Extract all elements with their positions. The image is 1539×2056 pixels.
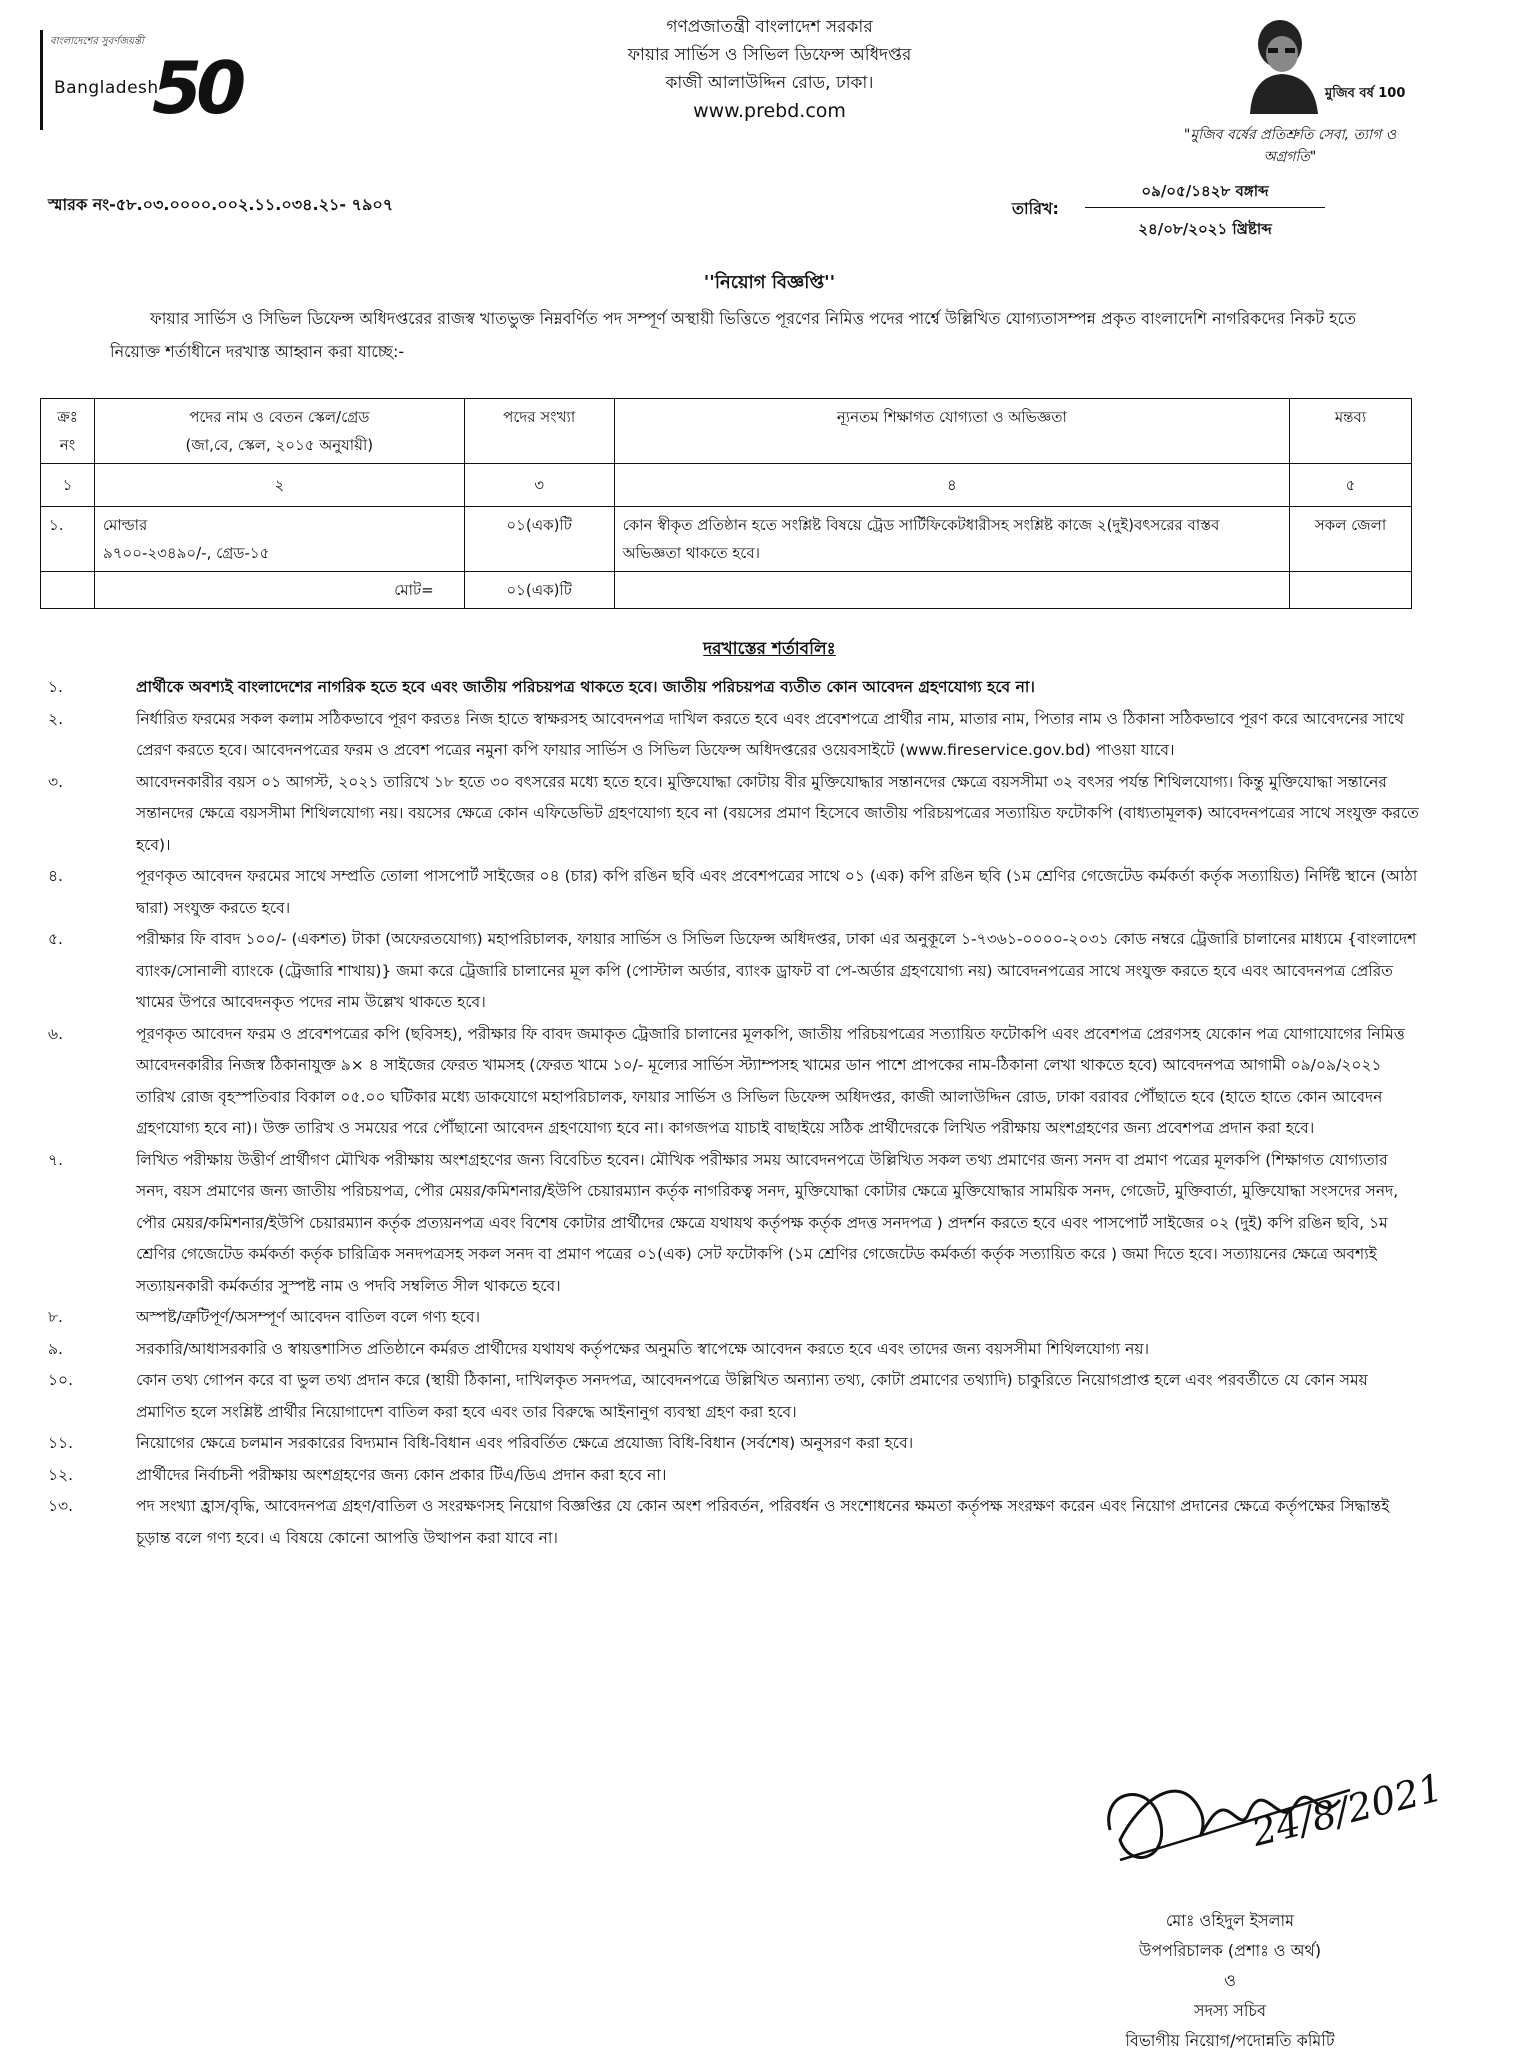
condition-text: পরীক্ষার ফি বাবদ ১০০/- (একশত) টাকা (অফেরতযোগ্য) মহাপরিচালক, ফায়ার সার্ভিস ও সিভিল ডিফেন্স অধিদপ্তর, ঢাকা এর অনুকূলে ১-৭৩৬১-০০০০-২০৩১ কোড নম্বরে ট্রেজারি চালানের মাধ্যমে {বাংলাদেশ ব্যাংক/সোনালী ব্যাংকে (ট্রেজারি শাখায়)} জমা করে ট্রেজারি চালানের মূল কপি (পোস্টাল অর্ডার, ব্যাংক ড্রাফট বা পে-অর্ডার গ্রহণযোগ্য নয়) আবেদনপত্রের সাথে সংযুক্ত করতে হবে এবং আবেদনপত্র প্রেরিত খামের উপরে আবেদনকৃত পদের নাম উল্লেখ থাকতে হবে। (136, 930, 1417, 1011)
logo-small-text: বাংলাদেশের সুবর্ণজয়ন্তী (50, 36, 144, 47)
row-remarks: সকল জেলা (1290, 507, 1412, 572)
condition-text: আবেদনকারীর বয়স ০১ আগস্ট, ২০২১ তারিখে ১৮ হতে ৩০ বৎসরের মধ্যে হতে হবে। মুক্তিযোদ্ধা কোটায় বীর মুক্তিযোদ্ধার সন্তানদের ক্ষেত্রে বয়সসীমা ৩২ বৎসর পর্যন্ত শিথিলযোগ্য। কিন্তু মুক্তিযোদ্ধা সন্তানের সন্তানদের ক্ষেত্রে বয়সসীমা শিথিলযোগ্য নয়। বয়সের ক্ষেত্রে কোন এফিডেভিট গ্রহণযোগ্য হবে না (বয়সের প্রমাণ হিসেবে জাতীয় পরিচয়পত্রের সত্যায়িত ফটোকপি (বাধ্যতামূলক) আবেদনপত্রের সাথে সংযুক্ত করতে হবে)। (136, 772, 1419, 854)
signatory-committee: বিভাগীয় নিয়োগ/পদোন্নতি কমিটি (1125, 2031, 1335, 2050)
condition-text: সরকারি/আধাসরকারি ও স্বায়ত্তশাসিত প্রতিষ্ঠানে কর্মরত প্রার্থীদের যথাযথ কর্তৃপক্ষের অনুমতি স্বাপেক্ষে আবেদন করতে হবে এবং তাদের জন্য বয়সসীমা শিথিলযোগ্য নয়। (136, 1339, 1150, 1358)
table-header-row (41, 399, 1412, 464)
condition-item (40, 1334, 1420, 1366)
condition-item (40, 1019, 1420, 1145)
intro-paragraph: ফায়ার সার্ভিস ও সিভিল ডিফেন্স অধিদপ্তরের রাজস্ব খাতভুক্ত নিম্নবর্ণিত পদ সম্পূর্ণ অস্থায়ী ভিত্তিতে পূরণের নিমিত্ত পদের পার্শ্বে উল্লিখিত যোগ্যতাসম্পন্ন প্রকৃত বাংলাদেশি নাগরিকদের নিকট হতে নিয়োক্ত শর্তাধীনে দরখাস্ত আহ্বান করা যাচ্ছে:- (110, 309, 1356, 361)
header-post-line1: পদের নাম ও বেতন স্কেল/গ্রেড (189, 408, 370, 426)
column-number: ১ (41, 464, 95, 507)
condition-item (40, 1145, 1420, 1303)
condition-number: ১. (48, 678, 63, 696)
condition-text: প্রার্থীদের নির্বাচনী পরীক্ষায় অংশগ্রহণের জন্য কোন প্রকার টিএ/ডিএ প্রদান করা হবে না। (136, 1465, 667, 1484)
condition-number: ৩. (48, 772, 64, 791)
condition-text: পূরণকৃত আবেদন ফরম ও প্রবেশপত্রের কপি (ছবিসহ), পরীক্ষার ফি বাবদ জমাকৃত ট্রেজারি চালানের মূলকপি, জাতীয় পরিচয়পত্রের সত্যায়িত ফটোকপি এবং প্রবেশপত্র প্রেরণসহ যেকোন পত্র যোগাযোগের নিমিত্ত আবেদনকারীর নিজস্ব ঠিকানাযুক্ত ৯× ৪ সাইজের ফেরত খামসহ (ফেরত খামে ১০/- মূল্যের সার্ভিস স্ট্যাম্পসহ খামের ডান পাশে প্রাপকের নাম-ঠিকানা লেখা থাকতে হবে) আবেদনপত্র আগামী ০৯/০৯/২০২১ তারিখ রোজ বৃহস্পতিবার বিকাল ০৫.০০ ঘটিকার মধ্যে ডাকযোগে মহাপরিচালক, ফায়ার সার্ভিস ও সিভিল ডিফেন্স অধিদপ্তর, কাজী আলাউদ্দিন রোড, ঢাকা বরাবর পৌঁছাতে হবে (হাতে হাতে কোন আবেদন গ্রহণযোগ্য হবে না)। উক্ত তারিখ ও সময়ের পরে পৌঁছানো আবেদন গ্রহণযোগ্য হবে না। কাগজপত্র যাচাই বাছাইয়ে সঠিক প্রার্থীদেরকে লিখিত পরীক্ষায় অংশগ্রহণের জন্য প্রবেশপত্র প্রদান করা হবে। (136, 1024, 1405, 1137)
notice-title: ''নিয়োগ বিজ্ঞপ্তি'' (703, 272, 836, 293)
condition-text: পদ সংখ্যা হ্রাস/বৃদ্ধি, আবেদনপত্র গ্রহণ/বাতিল ও সংরক্ষণসহ নিয়োগ বিজ্ঞপ্তির যে কোন অংশ পরিবর্তন, পরিবর্ধন ও সংশোধনের ক্ষমতা কর্তৃপক্ষ সংরক্ষণ করেন এবং নিয়োগ প্রদানের ক্ষেত্রে কর্তৃপক্ষের সিদ্ধান্তই চূড়ান্ত বলে গণ্য হবে। এ বিষয়ে কোনো আপত্তি উত্থাপন করা যাবে না। (136, 1497, 1390, 1547)
header-remarks: মন্তব্য (1290, 399, 1412, 464)
table-row (41, 507, 1412, 572)
condition-number: ৪. (48, 867, 63, 885)
condition-text: নির্ধারিত ফরমের সকল কলাম সঠিকভাবে পূরণ করতঃ নিজ হাতে স্বাক্ষরসহ আবেদনপত্র দাখিল করতে হবে এবং প্রবেশপত্রে প্রার্থীর নাম, মাতার নাম, পিতার নাম ও ঠিকানা সঠিকভাবে পূরণ করে আবেদনের সাথে প্রেরণ করতে হবে। আবেদনপত্রের ফরম ও প্রবেশ পত্রের নমুনা কপি ফায়ার সার্ভিস ও সিভিল ডিফেন্স অধিদপ্তরের ওয়েবসাইটে (www.fireservice.gov.bd) পাওয়া যাবে। (136, 709, 1405, 759)
condition-number: ১৩. (48, 1497, 74, 1515)
date-label: তারিখ: (1012, 199, 1059, 218)
condition-item (40, 1302, 1420, 1334)
condition-text: লিখিত পরীক্ষায় উত্তীর্ণ প্রার্থীগণ মৌখিক পরীক্ষায় অংশগ্রহণের জন্য বিবেচিত হবেন। মৌখিক পরীক্ষার সময় আবেদনপত্রে উল্লিখিত সকল তথ্য প্রমাণের জন্য সনদ বা প্রমাণ পত্রের মূলকপি (শিক্ষাগত যোগ্যতার সনদ, বয়স প্রমাণের জন্য জাতীয় পরিচয়পত্র, পৌর মেয়র/কমিশনার/ইউপি চেয়ারম্যান কর্তৃক নাগরিকত্ব সনদ, মুক্তিযোদ্ধা কোটার ক্ষেত্রে মুক্তিযোদ্ধার সাময়িক সনদ, গেজেট, মুক্তিবার্তা, মুক্তিযোদ্ধা সংসদের সনদ, পৌর মেয়র/কমিশনার/ইউপি চেয়ারম্যান কর্তৃক প্রত্যয়নপত্র এবং বিশেষ কোটার প্রার্থীদের ক্ষেত্রে যথাযথ কর্তৃপক্ষ কর্তৃক প্রদত্ত সনদপত্র ) প্রদর্শন করতে হবে এবং পাসপোর্ট সাইজের ০২ (দুই) কপি রঙিন ছবি, ১ম শ্রেণির গেজেটেড কর্মকর্তা কর্তৃক চারিত্রিক সনদপত্রসহ সকল সনদ বা প্রমাণ পত্রের ০১(এক) সেট ফটোকপি (১ম শ্রেণির গেজেটেড কর্মকর্তা কর্তৃক সত্যায়িত করে ) জমা দিতে হবে। সত্যায়নের ক্ষেত্রে অবশ্যই সত্যায়নকারী কর্মকর্তার সুস্পষ্ট নাম ও পদবি সম্বলিত সীল থাকতে হবে। (136, 1150, 1399, 1295)
condition-text: নিয়োগের ক্ষেত্রে চলমান সরকারের বিদ্যমান বিধি-বিধান এবং পরিবর্তিত ক্ষেত্রে প্রযোজ্য বিধি-বিধান (সর্বশেষ) অনুসরণ করা হবে। (136, 1434, 914, 1452)
date-gregorian: ২৪/০৮/২০২১ খ্রিষ্টাব্দ (1138, 220, 1272, 238)
total-value: ০১(এক)টি (464, 572, 614, 609)
signatory-conjunction: ও (1224, 1971, 1236, 1990)
condition-number: ৫. (48, 930, 63, 948)
condition-item (40, 1365, 1420, 1428)
total-label: মোট= (94, 572, 464, 609)
signature-date: 24/8/2021 (1247, 1765, 1448, 1855)
header-address: কাজী আলাউদ্দিন রোড, ঢাকা। (665, 73, 874, 93)
condition-number: ৭. (48, 1150, 64, 1169)
header-count: পদের সংখ্যা (464, 399, 614, 464)
condition-text: অস্পষ্ট/ত্রুটিপূর্ণ/অসম্পূর্ণ আবেদন বাতিল বলে গণ্য হবে। (136, 1308, 481, 1326)
table-total-row (41, 572, 1412, 609)
conditions-list (40, 672, 1420, 1554)
condition-number: ৯. (48, 1339, 63, 1358)
column-number-row (41, 464, 1412, 507)
column-number: ৫ (1290, 464, 1412, 507)
header-govt: গণপ্রজাতন্ত্রী বাংলাদেশ সরকার (666, 17, 873, 37)
header-post (94, 399, 464, 464)
column-number: ৪ (614, 464, 1289, 507)
condition-number: ১১. (48, 1434, 74, 1452)
condition-text: প্রার্থীকে অবশ্যই বাংলাদেশের নাগরিক হতে হবে এবং জাতীয় পরিচয়পত্র থাকতে হবে। জাতীয় পরিচয়পত্র ব্যতীত কোন আবেদন গ্রহণযোগ্য হবে না। (136, 678, 1035, 696)
mujib-year-slogan: "মুজিব বর্ষের প্রতিশ্রুতি সেবা, ত্যাগ ও অগ্রগতি" (1183, 127, 1397, 165)
condition-item (40, 672, 1420, 704)
condition-item (40, 767, 1420, 862)
condition-number: ১২. (48, 1465, 74, 1484)
memo-number: স্মারক নং-৫৮.০৩.০০০০.০০২.১১.০৩৪.২১- ৭৯০৭ (48, 195, 394, 214)
total-empty (614, 572, 1289, 609)
row-post (94, 507, 464, 572)
condition-item (40, 704, 1420, 767)
mujib-year-text: মুজিব বর্ষ 100 (1325, 86, 1406, 101)
condition-text: কোন তথ্য গোপন করে বা ভুল তথ্য প্রদান করে (স্থায়ী ঠিকানা, দাখিলকৃত সনদপত্র, আবেদনপত্রে উল্লিখিত অন্যান্য তথ্য, কোটা প্রমাণের তথ্যাদি) চাকুরিতে নিয়োগপ্রাপ্ত হলে এবং পরবর্তীতে যে কোন সময় প্রমাণিত হলে সংশ্লিষ্ট প্রার্থীর নিয়োগাদেশ বাতিল করা হবে এবং তার বিরুদ্ধে আইনানুগ ব্যবস্থা গ্রহণ করা হবে। (136, 1371, 1368, 1421)
row-post-scale: ৯৭০০-২৩৪৯০/-, গ্রেড-১৫ (102, 544, 270, 562)
header-website[interactable]: www.prebd.com (693, 100, 846, 122)
total-empty (41, 572, 95, 609)
logo-number: 50 (152, 46, 241, 130)
handwritten-signature (1090, 1710, 1450, 1900)
vacancy-table (40, 398, 1412, 609)
row-serial: ১. (41, 507, 95, 572)
mujib-year-logo (1170, 14, 1410, 165)
condition-number: ২. (48, 709, 64, 728)
row-qualification: কোন স্বীকৃত প্রতিষ্ঠান হতে সংশ্লিষ্ট বিষয়ে ট্রেড সার্টিফিকেটধারীসহ সংশ্লিষ্ট কাজে ২(দুই)বৎসরের বাস্তব অভিজ্ঞতা থাকতে হবে। (614, 507, 1289, 572)
header-qualification: ন্যূনতম শিক্ষাগত যোগ্যতা ও অভিজ্ঞতা (614, 399, 1289, 464)
signatory-role: সদস্য সচিব (1194, 2001, 1266, 2020)
header-department: ফায়ার সার্ভিস ও সিভিল ডিফেন্স অধিদপ্তর (627, 45, 912, 65)
portrait-icon (1230, 14, 1340, 114)
condition-item (40, 1428, 1420, 1460)
condition-number: ১০. (48, 1371, 74, 1389)
date-bangla: ০৯/০৫/১৪২৮ বঙ্গাব্দ (1085, 180, 1325, 208)
column-number: ৩ (464, 464, 614, 507)
logo-country-text: Bangladesh (54, 78, 159, 98)
header-post-line2: (জা,বে, স্কেল, ২০১৫ অনুযায়ী) (185, 436, 374, 454)
total-empty (1290, 572, 1412, 609)
condition-number: ৮. (48, 1308, 63, 1326)
row-count: ০১(এক)টি (464, 507, 614, 572)
column-number: ২ (94, 464, 464, 507)
signatory-block (1050, 1906, 1410, 2056)
conditions-title: দরখাস্তের শর্তাবলিঃ (703, 639, 836, 659)
signatory-name: মোঃ ওহিদুল ইসলাম (1165, 1911, 1295, 1930)
condition-item (40, 924, 1420, 1019)
condition-item (40, 1491, 1420, 1554)
condition-number: ৬. (48, 1024, 64, 1043)
header-serial: ক্রঃ নং (41, 399, 95, 464)
signatory-designation: উপপরিচালক (প্রশাঃ ও অর্থ) (1138, 1941, 1322, 1960)
row-post-name: মোল্ডার (102, 516, 148, 534)
condition-text: পূরণকৃত আবেদন ফরমের সাথে সম্প্রতি তোলা পাসপোর্ট সাইজের ০৪ (চার) কপি রঙিন ছবি এবং প্রবেশপত্রের সাথে ০১ (এক) কপি রঙিন ছবি (১ম শ্রেণির গেজেটেড কর্মকর্তা কর্তৃক সত্যায়িত) নির্দিষ্ট স্থানে (আঠা দ্বারা) সংযুক্ত করতে হবে। (136, 867, 1418, 917)
condition-item (40, 1460, 1420, 1492)
condition-item (40, 861, 1420, 924)
